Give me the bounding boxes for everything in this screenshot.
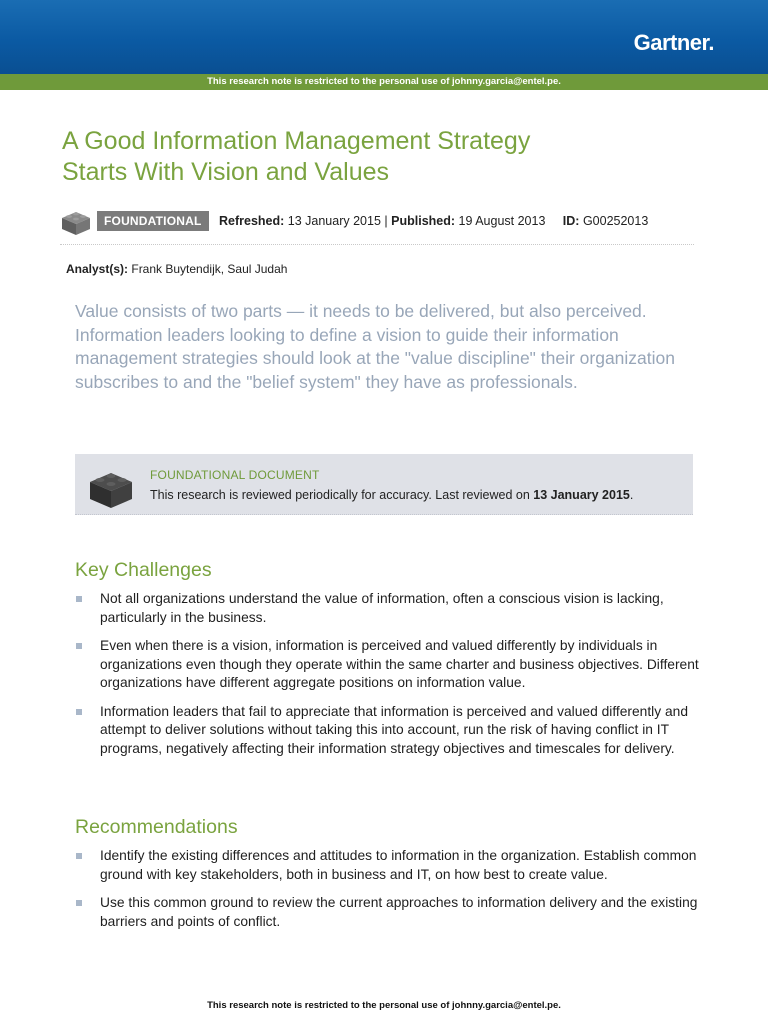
gartner-logo: Gartner.	[633, 30, 714, 55]
refreshed-label: Refreshed:	[219, 214, 285, 228]
key-challenges-list	[75, 590, 700, 768]
callout-heading: FOUNDATIONAL DOCUMENT	[150, 468, 320, 482]
list-item-text: Information leaders that fail to appreciate that information is perceived and valued differently and attempt to deliver solutions without taking this into account, run the risk of having conflict in IT programs, negatively affecting their information strategy objectives and timescales for delivery.	[100, 703, 688, 756]
list-item-text: Use this common ground to review the current approaches to information delivery and the existing barriers and points of conflict.	[100, 895, 698, 929]
callout-review-date: 13 January 2015	[533, 488, 630, 502]
list-item-text: Identify the existing differences and attitudes to information in the organization. Establish common ground with key stakeholders, both in business and IT, on how best to create value.	[100, 848, 697, 882]
document-dates	[219, 214, 648, 228]
analysts-value: Frank Buytendijk, Saul Judah	[131, 262, 288, 276]
foundational-badge: FOUNDATIONAL	[97, 211, 209, 231]
list-item	[75, 703, 700, 759]
footer-restriction-notice: This research note is restricted to the personal use of johnny.garcia@entel.pe.	[207, 1000, 561, 1011]
list-item	[75, 637, 700, 693]
bullet-square-icon	[76, 596, 82, 602]
callout-body-suffix: .	[629, 488, 634, 502]
bullet-square-icon	[76, 709, 82, 715]
title-line-1: A Good Information Management Strategy	[62, 127, 531, 155]
list-item-text: Even when there is a vision, information is perceived and valued differently by individuals in organizations even though they operate within the same charter and business objectives. Different organizations have different aggregate positions on information value.	[100, 638, 699, 690]
foundational-document-callout	[75, 454, 693, 515]
callout-body	[150, 488, 633, 502]
building-block-icon	[87, 464, 135, 510]
meta-divider	[60, 244, 694, 245]
bullet-square-icon	[76, 900, 82, 906]
list-item	[75, 894, 700, 931]
list-item	[75, 590, 700, 627]
meta-separator: |	[384, 214, 388, 228]
title-line-2: Starts With Vision and Values	[62, 158, 390, 186]
restriction-notice-bar: This research note is restricted to the personal use of johnny.garcia@entel.pe.	[0, 74, 768, 90]
list-item-text: Not all organizations understand the value of information, often a conscious vision is lacking, particularly in the business.	[100, 591, 664, 625]
published-label: Published:	[391, 214, 456, 228]
document-meta-row	[60, 206, 694, 240]
bullet-square-icon	[76, 643, 82, 649]
document-summary: Value consists of two parts — it needs to be delivered, but also perceived. Information leaders looking to define a vision to guide their information management strategies should look at the "value discipline" their organization subscribes to and the "belief system" they have as professionals.	[75, 301, 675, 392]
id-label: ID:	[562, 214, 580, 228]
key-challenges-heading: Key Challenges	[75, 559, 212, 581]
list-item	[75, 847, 700, 884]
recommendations-list	[75, 847, 700, 941]
recommendations-heading: Recommendations	[75, 816, 238, 838]
analysts-label: Analyst(s):	[66, 262, 129, 276]
building-block-icon	[60, 206, 92, 236]
page-header	[0, 0, 768, 74]
bullet-square-icon	[76, 853, 82, 859]
document-title	[62, 126, 702, 188]
callout-body-text: This research is reviewed periodically for accuracy. Last reviewed on	[150, 488, 534, 502]
analysts-line	[66, 262, 287, 276]
id-value: G00252013	[582, 214, 649, 228]
refreshed-value: 13 January 2015	[287, 214, 381, 228]
published-value: 19 August 2013	[458, 214, 546, 228]
